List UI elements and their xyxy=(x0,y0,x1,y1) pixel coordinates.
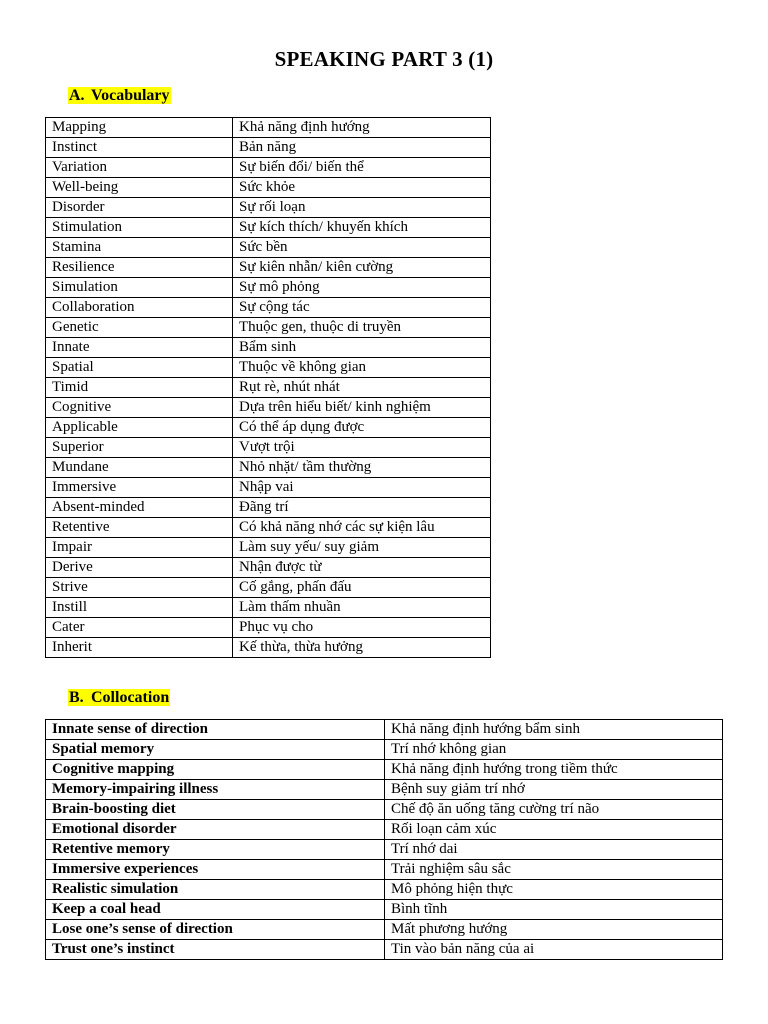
english-term: Simulation xyxy=(46,278,233,298)
english-term: Collaboration xyxy=(46,298,233,318)
vocabulary-row xyxy=(46,358,491,378)
vietnamese-meaning: Thuộc gen, thuộc di truyền xyxy=(233,318,491,338)
english-term: Superior xyxy=(46,438,233,458)
vietnamese-meaning: Làm suy yếu/ suy giảm xyxy=(233,538,491,558)
vocabulary-row xyxy=(46,178,491,198)
vietnamese-meaning: Bản năng xyxy=(233,138,491,158)
english-term: Genetic xyxy=(46,318,233,338)
vietnamese-meaning: Có khả năng nhớ các sự kiện lâu xyxy=(233,518,491,538)
vocabulary-row xyxy=(46,398,491,418)
vietnamese-meaning: Rối loạn cảm xúc xyxy=(385,820,723,840)
vietnamese-meaning: Sức khỏe xyxy=(233,178,491,198)
vietnamese-meaning: Kế thừa, thừa hưởng xyxy=(233,638,491,658)
english-term: Impair xyxy=(46,538,233,558)
english-term: Strive xyxy=(46,578,233,598)
english-term: Cognitive xyxy=(46,398,233,418)
collocation-row xyxy=(46,880,723,900)
english-term: Innate sense of direction xyxy=(46,720,385,740)
vocabulary-row xyxy=(46,578,491,598)
collocation-heading xyxy=(68,688,170,708)
section-letter: B. xyxy=(69,689,84,706)
collocation-row xyxy=(46,900,723,920)
vocabulary-row xyxy=(46,378,491,398)
vietnamese-meaning: Sự cộng tác xyxy=(233,298,491,318)
collocation-row xyxy=(46,940,723,960)
vietnamese-meaning: Có thể áp dụng được xyxy=(233,418,491,438)
vietnamese-meaning: Sự kích thích/ khuyến khích xyxy=(233,218,491,238)
vocabulary-row xyxy=(46,118,491,138)
vocabulary-row xyxy=(46,518,491,538)
vocabulary-row xyxy=(46,278,491,298)
english-term: Timid xyxy=(46,378,233,398)
collocation-table xyxy=(45,719,723,960)
english-term: Immersive xyxy=(46,478,233,498)
vietnamese-meaning: Rụt rè, nhút nhát xyxy=(233,378,491,398)
english-term: Disorder xyxy=(46,198,233,218)
english-term: Derive xyxy=(46,558,233,578)
vietnamese-meaning: Khả năng định hướng xyxy=(233,118,491,138)
vietnamese-meaning: Mô phỏng hiện thực xyxy=(385,880,723,900)
vocabulary-row xyxy=(46,258,491,278)
english-term: Cognitive mapping xyxy=(46,760,385,780)
vietnamese-meaning: Chế độ ăn uống tăng cường trí não xyxy=(385,800,723,820)
vocabulary-row xyxy=(46,538,491,558)
vietnamese-meaning: Thuộc về không gian xyxy=(233,358,491,378)
vocabulary-row xyxy=(46,458,491,478)
collocation-row xyxy=(46,760,723,780)
vietnamese-meaning: Sự rối loạn xyxy=(233,198,491,218)
vocabulary-row xyxy=(46,498,491,518)
vietnamese-meaning: Nhận được từ xyxy=(233,558,491,578)
vocabulary-row xyxy=(46,418,491,438)
vietnamese-meaning: Tin vào bản năng của ai xyxy=(385,940,723,960)
vietnamese-meaning: Sự kiên nhẫn/ kiên cường xyxy=(233,258,491,278)
vocabulary-row xyxy=(46,198,491,218)
vocabulary-row xyxy=(46,238,491,258)
vocabulary-table-body xyxy=(46,118,491,658)
english-term: Stimulation xyxy=(46,218,233,238)
page-title: SPEAKING PART 3 (1) xyxy=(274,47,494,71)
collocation-row xyxy=(46,920,723,940)
english-term: Mundane xyxy=(46,458,233,478)
english-term: Retentive xyxy=(46,518,233,538)
vocabulary-row xyxy=(46,618,491,638)
vietnamese-meaning: Bình tĩnh xyxy=(385,900,723,920)
vietnamese-meaning: Cố gắng, phấn đấu xyxy=(233,578,491,598)
vocabulary-row xyxy=(46,338,491,358)
english-term: Applicable xyxy=(46,418,233,438)
vocabulary-row xyxy=(46,638,491,658)
english-term: Cater xyxy=(46,618,233,638)
vocabulary-row xyxy=(46,558,491,578)
vocabulary-row xyxy=(46,218,491,238)
vietnamese-meaning: Sức bền xyxy=(233,238,491,258)
vietnamese-meaning: Bệnh suy giảm trí nhớ xyxy=(385,780,723,800)
vietnamese-meaning: Làm thấm nhuần xyxy=(233,598,491,618)
english-term: Instill xyxy=(46,598,233,618)
collocation-row xyxy=(46,820,723,840)
collocation-row xyxy=(46,780,723,800)
vietnamese-meaning: Sự biến đổi/ biến thể xyxy=(233,158,491,178)
vocabulary-row xyxy=(46,298,491,318)
english-term: Retentive memory xyxy=(46,840,385,860)
vocabulary-heading-highlight xyxy=(68,87,171,104)
vocabulary-row xyxy=(46,438,491,458)
vietnamese-meaning: Trí nhớ dai xyxy=(385,840,723,860)
vocabulary-row xyxy=(46,318,491,338)
section-title: Collocation xyxy=(91,689,170,706)
english-term: Variation xyxy=(46,158,233,178)
vocabulary-heading xyxy=(68,86,171,106)
english-term: Well-being xyxy=(46,178,233,198)
english-term: Trust one’s instinct xyxy=(46,940,385,960)
collocation-heading-highlight xyxy=(68,689,170,706)
english-term: Brain-boosting diet xyxy=(46,800,385,820)
collocation-row xyxy=(46,740,723,760)
collocation-table-body xyxy=(46,720,723,960)
english-term: Mapping xyxy=(46,118,233,138)
vietnamese-meaning: Mất phương hướng xyxy=(385,920,723,940)
english-term: Absent-minded xyxy=(46,498,233,518)
section-title: Vocabulary xyxy=(91,87,170,104)
collocation-row xyxy=(46,860,723,880)
collocation-row xyxy=(46,800,723,820)
vietnamese-meaning: Nhập vai xyxy=(233,478,491,498)
english-term: Innate xyxy=(46,338,233,358)
english-term: Memory-impairing illness xyxy=(46,780,385,800)
vocabulary-row xyxy=(46,598,491,618)
english-term: Stamina xyxy=(46,238,233,258)
english-term: Emotional disorder xyxy=(46,820,385,840)
english-term: Inherit xyxy=(46,638,233,658)
section-letter: A. xyxy=(69,87,85,104)
vietnamese-meaning: Dựa trên hiểu biết/ kinh nghiệm xyxy=(233,398,491,418)
vietnamese-meaning: Vượt trội xyxy=(233,438,491,458)
vietnamese-meaning: Khả năng định hướng trong tiềm thức xyxy=(385,760,723,780)
vietnamese-meaning: Trí nhớ không gian xyxy=(385,740,723,760)
english-term: Resilience xyxy=(46,258,233,278)
english-term: Immersive experiences xyxy=(46,860,385,880)
english-term: Lose one’s sense of direction xyxy=(46,920,385,940)
english-term: Spatial memory xyxy=(46,740,385,760)
vietnamese-meaning: Bẩm sinh xyxy=(233,338,491,358)
collocation-row xyxy=(46,840,723,860)
vietnamese-meaning: Đãng trí xyxy=(233,498,491,518)
english-term: Spatial xyxy=(46,358,233,378)
english-term: Keep a coal head xyxy=(46,900,385,920)
vocabulary-row xyxy=(46,138,491,158)
collocation-row xyxy=(46,720,723,740)
vietnamese-meaning: Trải nghiệm sâu sắc xyxy=(385,860,723,880)
english-term: Realistic simulation xyxy=(46,880,385,900)
vocabulary-row xyxy=(46,478,491,498)
vocabulary-row xyxy=(46,158,491,178)
vocabulary-table xyxy=(45,117,491,658)
vietnamese-meaning: Nhỏ nhặt/ tầm thường xyxy=(233,458,491,478)
vietnamese-meaning: Khả năng định hướng bẩm sinh xyxy=(385,720,723,740)
english-term: Instinct xyxy=(46,138,233,158)
vietnamese-meaning: Phục vụ cho xyxy=(233,618,491,638)
vietnamese-meaning: Sự mô phỏng xyxy=(233,278,491,298)
